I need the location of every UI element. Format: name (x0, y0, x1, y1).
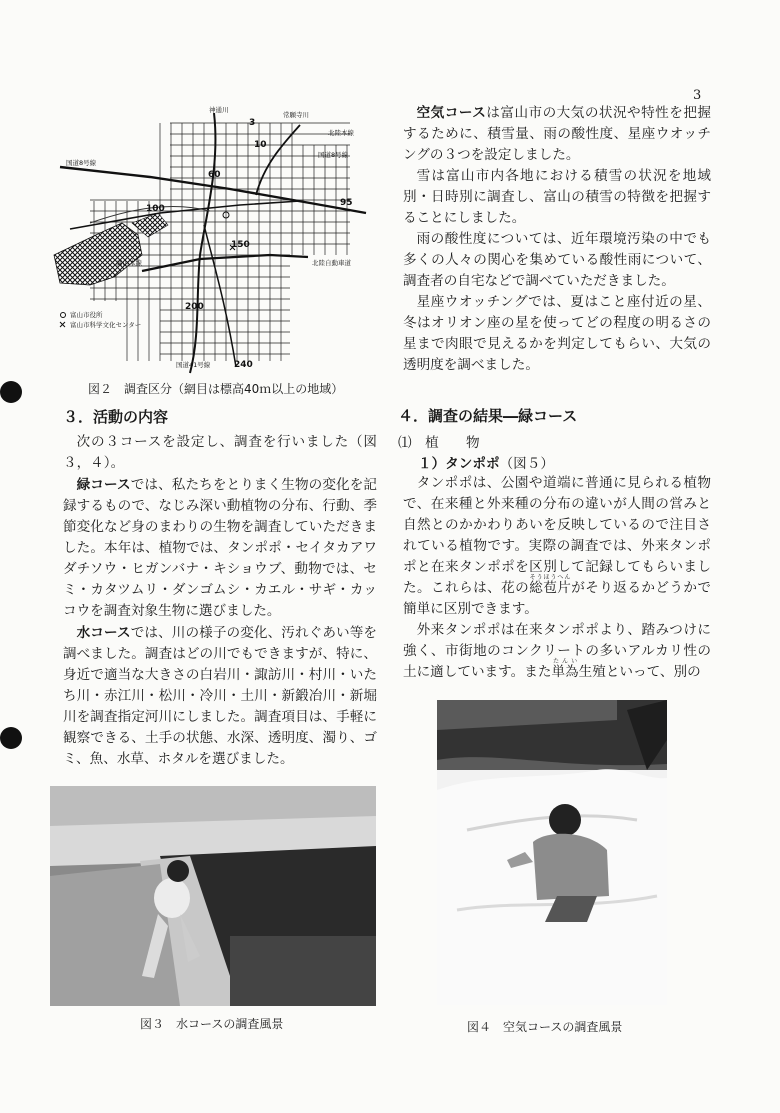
air-course-photo (437, 700, 667, 1005)
svg-text:240: 240 (234, 360, 253, 370)
svg-text:神通川: 神通川 (209, 106, 229, 114)
dandelion-body (403, 473, 711, 683)
rain-paragraph: 雨の酸性度については、近年環境汚染の中でも多くの人々の関心を集めている酸性雨について、調査者の自宅などで調べていただきました。 (403, 231, 711, 289)
svg-text:150: 150 (231, 240, 250, 250)
svg-text:95: 95 (340, 198, 353, 208)
legend-cross-icon (60, 322, 65, 327)
svg-text:国道41号線: 国道41号線 (176, 361, 211, 369)
elevated-region-west (54, 223, 142, 285)
legend-circle-icon (61, 313, 66, 318)
stars-paragraph: 星座ウオッチングでは、夏はこと座付近の星、冬はオリオン座の星を使ってどの程度の明るさの星まで肉眼で見えるかを判定してもらい、大気の透明度を調べました。 (403, 294, 711, 373)
air-course-paragraph: 空気コースは富山市の大気の状況や特性を把握するために、積雪量、雨の酸性度、星座ウオッチングの３つを設定しました。 (403, 105, 712, 163)
plants-subheading: ⑴ 植 物 (398, 435, 480, 451)
page-number: 3 (693, 88, 702, 103)
river-east (256, 125, 300, 195)
water-course-photo (50, 786, 376, 1006)
svg-text:60: 60 (208, 170, 221, 180)
svg-text:国道8号線: 国道8号線 (318, 151, 349, 159)
survey-area-map (50, 105, 370, 375)
fig2-caption: 図２ 調査区分（網目は標高40ｍ以上の地域） (88, 382, 344, 396)
dandelion-paragraph-1: タンポポは、公園や道端に普通に見られる植物で、在来種と外来種の分布の違いが人間の営みと自然とのかかわりあいを反映しているので注目されている植物です。実際の調査では、外来タンポポと在来タンポポを区別して記録してもらいました。これらは、花の総苞片そうほうへんがそり返るかどうかで簡単に区別できます。 (403, 475, 712, 617)
water-course-paragraph: 水コースでは、川の様子の変化、汚れぐあい等を調べました。調査はどの川でもできますが、特に、身近で適当な大きさの白岩川・諏訪川・村川・いたち川・赤江川・松川・冷川・土川・新鍛冶川・新堀川を調査指定河川にしました。調査項目は、手軽に観察できる、土手の状態、水深、透明度、濁り、ゴミ、魚、水草、ホタルを選びました。 (63, 625, 378, 767)
svg-text:3: 3 (249, 118, 256, 128)
air-course-label: 空気コース (416, 105, 487, 121)
binder-hole-top (0, 381, 22, 403)
svg-text:常願寺川: 常願寺川 (283, 111, 309, 119)
svg-text:200: 200 (185, 302, 204, 312)
snow-paragraph: 雪は富山市内各地における積雪の状況を地域別・日時別に調査し、富山の積雪の特徴を把握することにしました。 (403, 168, 711, 226)
fig3-caption: 図３ 水コースの調査風景 (140, 1017, 284, 1031)
svg-text:富山市役所: 富山市役所 (70, 311, 103, 319)
water-course-label: 水コース (76, 625, 131, 641)
svg-text:10: 10 (254, 140, 267, 150)
dandelion-paragraph-2: 外来タンポポは在来タンポポより、踏みつけに強く、市街地のコンクリートの多いアルカリ性の土に適しています。また単為たんい生殖といって、別の (403, 622, 711, 680)
binder-hole-bottom (0, 727, 22, 749)
fig4-caption: 図４ 空気コースの調査風景 (467, 1020, 623, 1034)
river-jinzu (190, 113, 215, 373)
expressway-road (142, 255, 308, 271)
svg-text:国道8号線: 国道8号線 (66, 159, 97, 167)
air-course-body (403, 103, 711, 376)
svg-text:北陸本線: 北陸本線 (328, 129, 354, 137)
green-course-paragraph: 緑コースでは、私たちをとりまく生物の変化を記録するもので、なじみ深い動植物の分布、行動、季節変化など身のまわりの生物を調査していただきました。本年は、植物では、タンポポ・セイタカアワダチソウ・ヒガンバナ・キショウブ、動物では、セミ・カタツムリ・ダンゴムシ・カエル・サギ・カッコウを調査対象生物に選びました。 (63, 477, 378, 619)
route8-road (70, 201, 300, 229)
svg-text:北陸自動車道: 北陸自動車道 (312, 259, 351, 267)
section4-heading: ４．調査の結果―緑コース (398, 407, 578, 425)
svg-text:高山本線: 高山本線 (116, 259, 142, 267)
section3-body (63, 432, 377, 770)
svg-text:富山市科学文化センター: 富山市科学文化センター (70, 321, 142, 329)
svg-text:100: 100 (146, 204, 165, 214)
dandelion-subheading: １）タンポポ（図５） (418, 456, 554, 472)
section3-heading: ３．活動の内容 (63, 408, 169, 426)
green-course-label: 緑コース (76, 477, 131, 493)
section3-intro: 次の３コースを設定し、調査を行いました（図３，４）。 (63, 434, 377, 471)
